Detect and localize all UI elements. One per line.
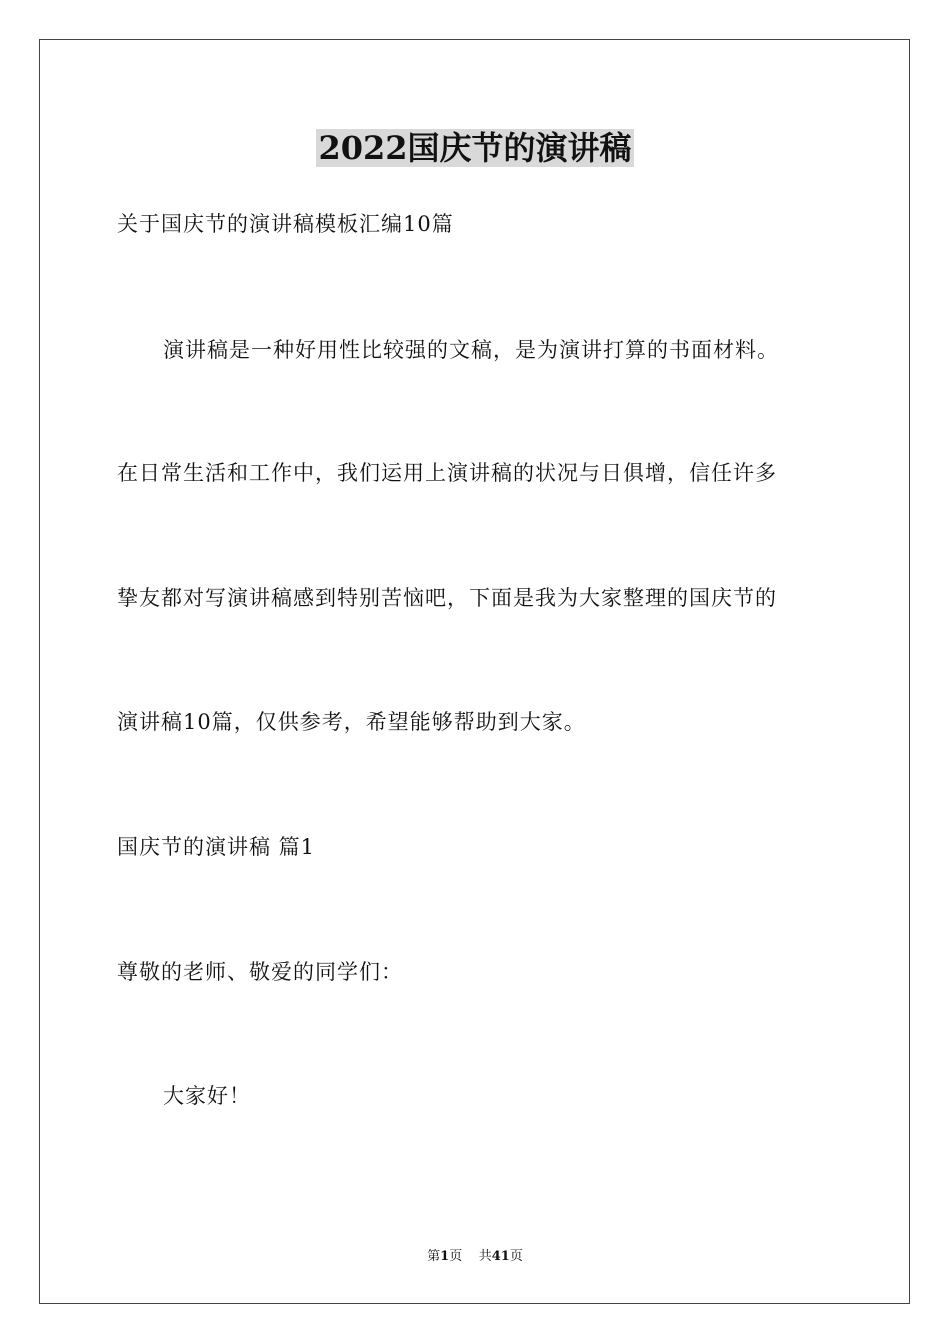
document-title [0, 128, 950, 168]
page-footer [0, 1248, 950, 1266]
paragraph-line-3: 挚友都对写演讲稿感到特别苦恼吧，下面是我为大家整理的国庆节的 [117, 586, 777, 610]
footer-page-prefix: 第 [427, 1249, 441, 1264]
paragraph-line-4: 演讲稿10篇，仅供参考，希望能够帮助到大家。 [117, 710, 586, 734]
section-heading: 国庆节的演讲稿 篇1 [117, 835, 316, 859]
footer-total-suffix: 页 [509, 1249, 523, 1264]
footer-total-pages: 41 [491, 1249, 510, 1264]
salutation-line: 尊敬的老师、敬爱的同学们： [117, 960, 403, 984]
footer-page-suffix: 页 [449, 1249, 463, 1264]
paragraph-line-1: 演讲稿是一种好用性比较强的文稿，是为演讲打算的书面材料。 [163, 338, 779, 362]
greeting-line: 大家好！ [163, 1084, 251, 1108]
subtitle-line: 关于国庆节的演讲稿模板汇编10篇 [117, 212, 454, 236]
paragraph-line-2: 在日常生活和工作中，我们运用上演讲稿的状况与日俱增，信任许多 [117, 461, 777, 485]
footer-page-number: 1 [440, 1249, 450, 1264]
footer-total-prefix: 共 [478, 1249, 492, 1264]
document-title-text: 2022国庆节的演讲稿 [318, 129, 632, 167]
